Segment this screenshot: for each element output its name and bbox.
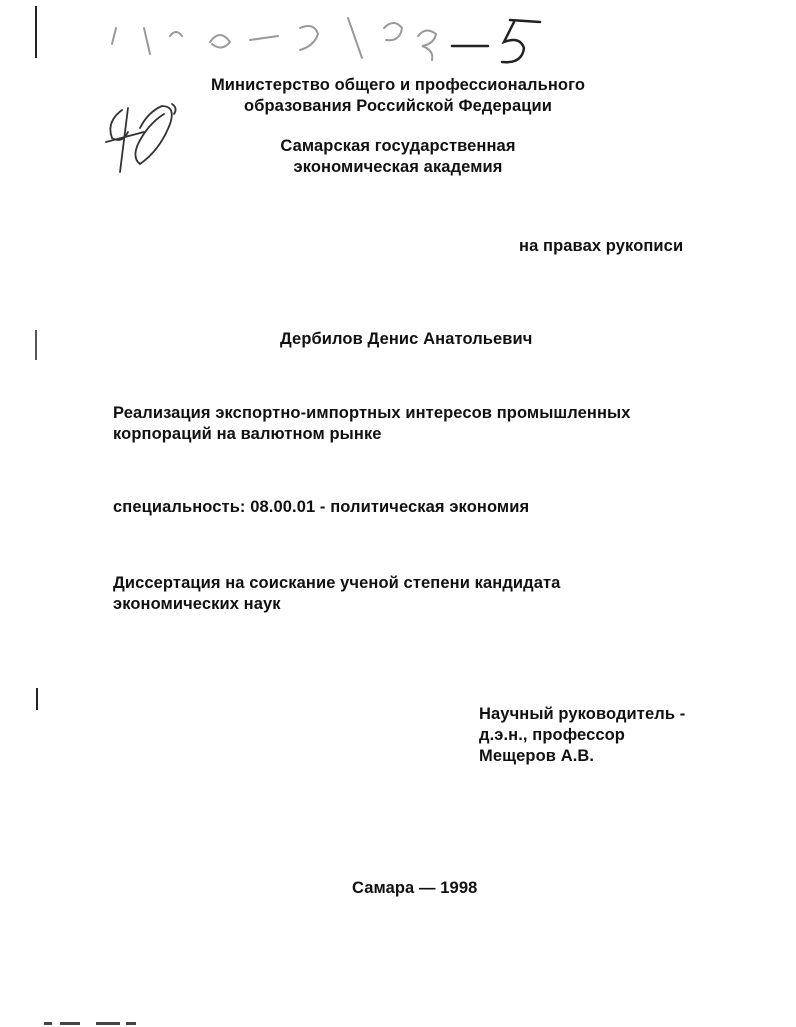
degree-line-1: Диссертация на соискание ученой степени кандидата <box>113 574 561 592</box>
academy-line-2: экономическая академия <box>293 158 503 176</box>
manuscript-note: на правах рукописи <box>519 237 684 255</box>
specialty: специальность: 08.00.01 - политическая экономия <box>113 498 530 516</box>
supervisor-line-3: Мещеров А.В. <box>479 747 595 765</box>
author-name: Дербилов Денис Анатольевич <box>280 330 533 348</box>
academy-line-1: Самарская государственная <box>280 137 516 155</box>
city-year: Самара — 1998 <box>352 879 478 897</box>
ministry-line-1: Министерство общего и профессионального <box>210 76 586 94</box>
scan-edge-line-mid <box>35 330 37 360</box>
degree-line-2: экономических наук <box>113 595 281 613</box>
supervisor-line-1: Научный руководитель - <box>479 705 686 723</box>
dissertation-title-line-1: Реализация экспортно-импортных интересов промышленных <box>113 404 631 422</box>
scan-edge-line-low <box>36 688 38 710</box>
ministry-line-2: образования Российской Федерации <box>244 97 552 115</box>
scan-edge-line-top <box>35 6 37 58</box>
dissertation-title-line-2: корпораций на валютном рынке <box>113 425 382 443</box>
supervisor-line-2: д.э.н., профессор <box>479 726 625 744</box>
handwritten-archive-number <box>100 6 560 76</box>
